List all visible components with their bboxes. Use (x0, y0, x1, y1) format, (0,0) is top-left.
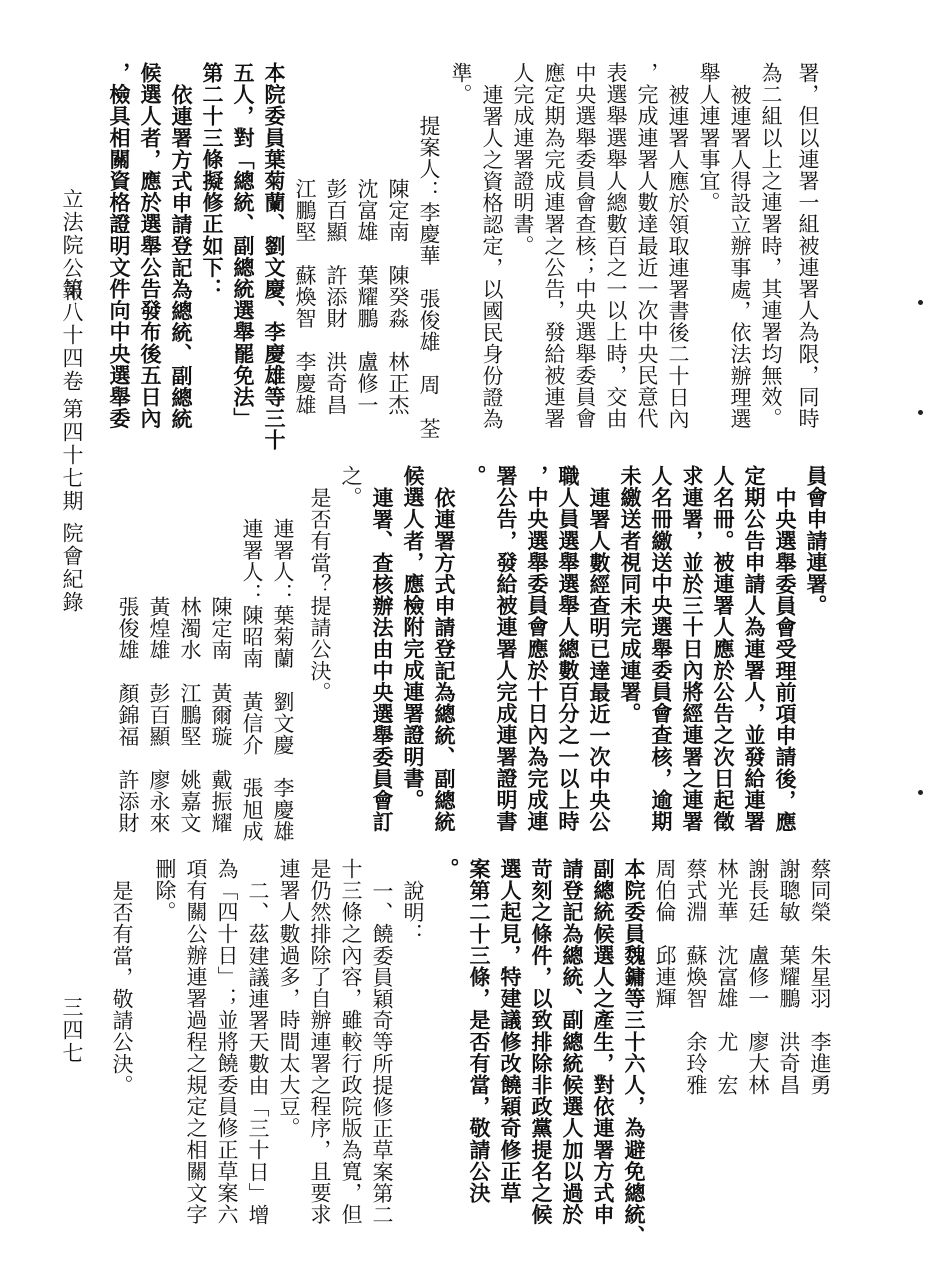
text-line: 案第二十三條，是否有當，敬請公決 (467, 858, 492, 1204)
text-line: 請登記為總統、副總統候選人加以過於 (560, 858, 585, 1226)
text-line: 之。 (339, 465, 363, 509)
text-line: 舉人連署事宜。 (697, 62, 721, 214)
text-line: 連署、查核辦法由中央選舉委員會訂 (370, 487, 395, 833)
scan-speck (918, 410, 923, 415)
proposers-line: 沈富雄 葉耀鵬 盧修一 (355, 178, 379, 416)
text-line: 是仍然排除了自辦連署之程序，且要求 (308, 858, 332, 1226)
text-line: 人名冊。被連署人應於公告之次日起徵 (711, 465, 736, 833)
text-line: 表選舉選舉人總數百之一以上時，交由 (604, 62, 628, 430)
text-line: 署，但以連署一組被連署人為限，同時 (796, 62, 820, 430)
text-line: 本院委員葉菊蘭、劉文慶、李慶雄等三十 (262, 62, 287, 451)
cosigners-line: 陳定南 黃爾璇 戴振耀 (209, 596, 233, 834)
scan-speck (918, 300, 923, 305)
cosigners-line: 張俊雄 顏錦福 許添財 (116, 596, 140, 834)
names-line: 蔡式淵 蘇煥智 余玲雅 (684, 858, 708, 1096)
text-line: 被連署人應於領取連署書後二十日內 (666, 84, 690, 430)
text-line: 是否有當？提請公決。 (308, 487, 332, 703)
cosigners-line: 林濁水 江鵬堅 姚嘉文 (178, 596, 202, 834)
text-line: 候選人者，應檢附完成連署證明書。 (401, 465, 426, 811)
text-line: 。 (463, 465, 488, 487)
text-line: 十三條之內容，雖較行政院版為寬，但 (339, 858, 363, 1226)
text-line: 依連署方式申請登記為總統、副總統 (169, 84, 194, 430)
text-line: 求連署，並於三十日內將經連署之連署 (680, 465, 705, 833)
proposers-line: 彭百顯 許添財 洪奇昌 (324, 178, 348, 416)
text-line: 員會申請連署。 (804, 465, 829, 617)
text-line: ，檢具相關資格證明文件向中央選舉委 (107, 62, 132, 430)
names-line: 林光華 沈富雄 尤 宏 (715, 858, 739, 1096)
text-line: 五人，對「總統、副總統選舉罷免法」 (231, 62, 256, 430)
text-line: 一、饒委員穎奇等所提修正草案第二 (370, 880, 394, 1226)
text-line: 人完成連署證明書。 (511, 62, 535, 257)
text-line: 副總統候選人之產生，對依連署方式申 (591, 858, 616, 1226)
cosigners-line: 連署人：葉菊蘭 劉文慶 李慶雄 (271, 518, 295, 842)
text-line: 是否有當，敬請公決。 (110, 880, 134, 1096)
text-line: 為二組以上之連署時，其連署均無效。 (759, 62, 783, 430)
proposers-line: 江鵬堅 蘇煥智 李慶雄 (293, 178, 317, 416)
gazette-title: 立法院公報 (60, 188, 84, 303)
names-line: 蔡同榮 朱星羽 李進勇 (808, 858, 832, 1096)
text-line: 中央選舉委員會查核；中央選舉委員會 (573, 62, 597, 430)
cosigners-line: 連署人：陳昭南 黃信介 張旭成 (240, 518, 264, 842)
text-line: 。 (436, 858, 461, 880)
issue-label: 第四十七期 (60, 398, 84, 513)
text-line: 連署人之資格認定，以國民身份證為 (480, 84, 504, 430)
text-line: 定期公告申請人為連署人，並發給連署 (742, 465, 767, 833)
volume-label: 第八十四卷 (60, 278, 84, 393)
text-line: 準。 (449, 62, 473, 106)
text-line: 未繳送者視同未完成連署。 (618, 465, 643, 725)
text-line: 應定期為完成連署之公告，發給被連署 (542, 62, 566, 430)
text-line: 人名冊繳送中央選舉委員會查核，逾期 (649, 465, 674, 833)
explain-heading: 說明： (401, 880, 425, 945)
text-line: 本院委員魏鏞等三十六人，為避免總統、 (622, 858, 647, 1247)
page-number: 三四七 (60, 996, 84, 1065)
section-label: 院會紀錄 (60, 522, 84, 614)
text-line: 為「四十日」；並將饒委員修正草案六 (215, 858, 239, 1226)
text-line: 二、茲建議連署天數由「三十日」增 (246, 880, 270, 1226)
text-line: 中央選舉委員會受理前項申請後，應 (773, 487, 798, 833)
text-line: 被連署人得設立辦事處，依法辦理選 (728, 84, 752, 430)
text-line: 候選人者，應於選舉公告發布後五日內 (138, 62, 163, 430)
names-line: 謝聰敏 葉耀鵬 洪奇昌 (777, 858, 801, 1096)
text-line: ，中央選舉委員會應於十日內為完成連 (525, 465, 550, 833)
text-line: 項有關公辦連署過程之規定之相關文字 (184, 858, 208, 1226)
proposers-line: 提案人：李慶華 張俊雄 周 荃 (417, 115, 441, 439)
proposers-line: 陳定南 陳癸淼 林正杰 (386, 178, 410, 416)
text-line: 選人起見，特建議修改饒穎奇修正草 (498, 858, 523, 1204)
text-line: 苛刻之條件，以致排除非政黨提名之候 (529, 858, 554, 1226)
text-line: ，完成連署人數達最近一次中央民意代 (635, 62, 659, 430)
text-line: 依連署方式申請登記為總統、副總統 (432, 487, 457, 833)
text-line: 職人員選舉選舉人總數百分之一以上時 (556, 465, 581, 833)
names-line: 周伯倫 邱連輝 (653, 858, 677, 1010)
text-line: 署公告，發給被連署人完成連署證明書 (494, 465, 519, 833)
text-line: 連署人數過多，時間太大豆。 (277, 858, 301, 1139)
text-line: 連署人數經查明已達最近一次中央公 (587, 487, 612, 833)
text-line: 第二十三條擬修正如下： (200, 62, 225, 300)
text-line: 刪除。 (153, 858, 177, 923)
scan-speck (918, 790, 923, 795)
names-line: 謝長廷 盧修一 廖大林 (746, 858, 770, 1096)
cosigners-line: 黃煌雄 彭百顯 廖永來 (147, 596, 171, 834)
